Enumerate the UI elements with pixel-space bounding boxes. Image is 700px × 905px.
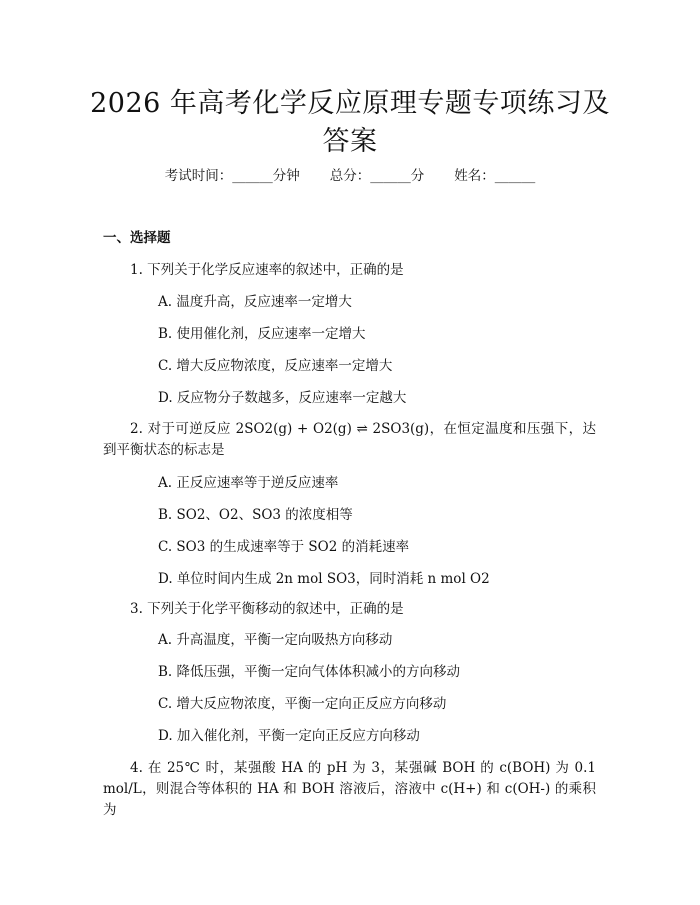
question-3-option-b: B. 降低压强，平衡一定向气体体积减小的方向移动 bbox=[158, 664, 461, 680]
question-3-option-c: C. 增大反应物浓度，平衡一定向正反应方向移动 bbox=[158, 696, 447, 712]
exam-time: 考试时间：______分钟 bbox=[164, 168, 300, 184]
question-2-option-b: B. SO2、O2、SO3 的浓度相等 bbox=[158, 507, 353, 523]
exam-meta bbox=[0, 166, 700, 186]
question-2-stem: 2. 对于可逆反应 2SO2(g) + O2(g) ⇌ 2SO3(g)，在恒定温度和压强下，达到平衡状态的标志是 bbox=[103, 421, 596, 458]
section-heading: 一、选择题 bbox=[103, 230, 171, 246]
question-1-option-d: D. 反应物分子数越多，反应速率一定越大 bbox=[158, 390, 407, 406]
question-1-option-a: A. 温度升高，反应速率一定增大 bbox=[158, 294, 352, 310]
question-2-option-c: C. SO3 的生成速率等于 SO2 的消耗速率 bbox=[158, 539, 410, 555]
question-4-stem: 4. 在 25℃ 时，某强酸 HA 的 pH 为 3，某强碱 BOH 的 c(BOH) 为 0.1 mol/L，则混合等体积的 HA 和 BOH 溶液后，溶液中 c(H+) 和 c(OH-) 的乘积为 bbox=[103, 760, 596, 818]
question-3-stem: 3. 下列关于化学平衡移动的叙述中，正确的是 bbox=[130, 601, 404, 617]
question-1-option-b: B. 使用催化剂，反应速率一定增大 bbox=[158, 326, 366, 342]
question-2-option-a: A. 正反应速率等于逆反应速率 bbox=[158, 475, 339, 491]
question-2-option-d: D. 单位时间内生成 2n mol SO3，同时消耗 n mol O2 bbox=[158, 571, 490, 587]
exam-name: 姓名：______ bbox=[454, 168, 536, 184]
page-title: 2026 年高考化学反应原理专题专项练习及答案 bbox=[90, 88, 610, 157]
question-1-stem: 1. 下列关于化学反应速率的叙述中，正确的是 bbox=[130, 262, 404, 278]
exam-score: 总分：______分 bbox=[329, 168, 425, 184]
question-3-option-d: D. 加入催化剂，平衡一定向正反应方向移动 bbox=[158, 728, 420, 744]
question-3-option-a: A. 升高温度，平衡一定向吸热方向移动 bbox=[158, 632, 393, 648]
question-1-option-c: C. 增大反应物浓度，反应速率一定增大 bbox=[158, 358, 393, 374]
